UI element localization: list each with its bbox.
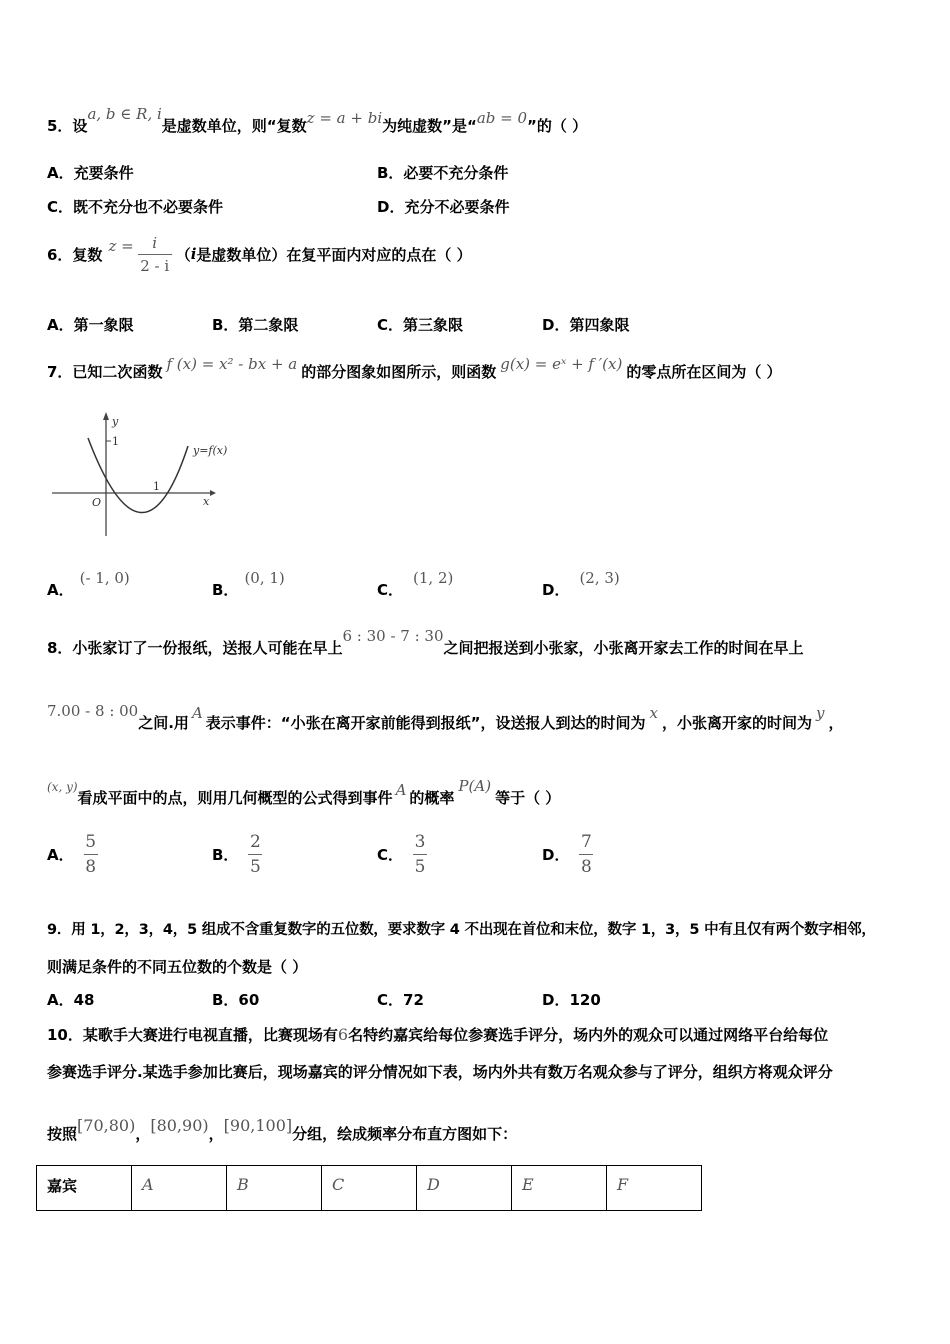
q7-option-label: A． [47, 581, 74, 599]
frac-bar [84, 854, 98, 855]
q7-number: 7．已知二次函数 [47, 363, 163, 381]
q6-frac-num: i [152, 233, 158, 252]
frac-den: 8 [85, 857, 97, 877]
q9-line-2: 则满足条件的不同五位数的个数是（ ） [47, 958, 308, 976]
q10-text-1: 10．某歌手大赛进行电视直播，比赛现场有 [47, 1026, 338, 1044]
q10-text-4: 分组，绘成频率分布直方图如下： [292, 1125, 518, 1143]
y-axis-label: y [112, 415, 119, 428]
q7-math-g: g(x) = eˣ + f ′(x) [500, 355, 623, 373]
q8-number: 8．小张家订了一份报纸，送报人可能在早上 [47, 639, 343, 657]
q8-option-fraction [248, 832, 262, 877]
q9-option-d: D．120 [542, 991, 601, 1009]
q9-option-b: B．60 [212, 991, 260, 1009]
q8-text-2: 之间.用 [138, 714, 189, 732]
q7-option-value: (2, 3) [579, 569, 620, 587]
q8-var-y: y [816, 704, 825, 722]
frac-bar [248, 854, 262, 855]
q5-option-d: D．充分不必要条件 [377, 198, 510, 216]
q5-math-z: z = a + bi [306, 109, 383, 127]
q10-line-3 [47, 1116, 518, 1144]
q10-interval-2: [80,90) [150, 1116, 209, 1135]
q7-option-label: D． [542, 581, 570, 599]
q9-line-1: 9．用 1，2，3，4，5 组成不含重复数字的五位数，要求数字 4 不出现在首位和末位，数字 1，3，5 中有且仅有两个数字相邻， [47, 922, 876, 938]
q8-line-3 [47, 777, 561, 808]
q7-option-value: (0, 1) [244, 569, 285, 587]
q8-text-4: ，小张离开家的时间为 [661, 714, 812, 732]
q8-text-3: 表示事件：“小张在离开家前能得到报纸”，设送报人到达的时间为 [205, 714, 646, 732]
q5-text-1: 是虚数单位，则“复数 [161, 117, 307, 135]
q8-line-1 [47, 627, 804, 658]
q8-text-8: 等于（ ） [495, 789, 561, 807]
q5-text-3: ”的（ ） [527, 117, 588, 135]
q7-option-label: C． [377, 581, 404, 599]
table-cell: A [132, 1166, 227, 1211]
q7-line [47, 355, 782, 382]
q9-option-a: A．48 [47, 991, 95, 1009]
x-tick-label: 1 [153, 480, 160, 493]
q8-option-c [377, 832, 427, 877]
q6-text-2: 是虚数单位）在复平面内对应的点在（ ） [196, 245, 472, 264]
q8-math-time-2: 7.00 - 8 : 00 [47, 702, 139, 720]
q5-number: 5．设 [47, 117, 88, 135]
q5-text-2: 为纯虚数”是“ [382, 117, 477, 135]
q8-math-xy: (x, y) [47, 780, 78, 794]
q7-option-a [47, 569, 130, 600]
table-cell: F [607, 1166, 702, 1211]
frac-num: 7 [581, 832, 592, 852]
q8-option-fraction [579, 832, 593, 877]
table-header-cell: 嘉宾 [37, 1166, 132, 1211]
q8-option-label: A． [47, 846, 74, 864]
q10-interval-1: [70,80) [77, 1116, 136, 1135]
q10-comma: ， [208, 1125, 224, 1143]
frac-num: 5 [85, 832, 97, 852]
q6-line [47, 229, 472, 279]
q6-frac-bar [138, 254, 172, 255]
q7-option-b [212, 569, 285, 600]
q6-option-a: A．第一象限 [47, 316, 134, 334]
q8-option-b [212, 832, 262, 877]
q6-option-b: B．第二象限 [212, 316, 299, 334]
q5-math-ab0: ab = 0 [476, 109, 528, 127]
q5-math-ab: a, b ∈ R, i [87, 105, 162, 123]
q6-text-1: （ [175, 245, 191, 264]
q6-number: 6．复数 [47, 245, 103, 264]
q7-math-f: f (x) = x² - bx + a [166, 355, 298, 373]
q10-line-1 [47, 1024, 828, 1045]
judges-table [36, 1165, 702, 1211]
q6-math-z: z = [108, 237, 134, 255]
q10-number-six: 6 [337, 1025, 349, 1044]
q6-fraction [138, 234, 172, 275]
y-axis-arrow [103, 412, 109, 420]
table-row [37, 1166, 702, 1211]
q7-option-value: (1, 2) [413, 569, 454, 587]
table-cell: D [417, 1166, 512, 1211]
q5-option-a: A．充要条件 [47, 164, 134, 182]
q8-option-a [47, 832, 98, 877]
table-cell: E [512, 1166, 607, 1211]
q8-math-pa: P(A) [458, 777, 492, 795]
frac-den: 5 [250, 857, 261, 877]
q8-option-fraction [413, 832, 427, 877]
q8-line-2 [47, 702, 844, 733]
q8-option-label: B． [212, 846, 239, 864]
q7-text-1: 的部分图象如图所示，则函数 [301, 363, 497, 381]
y-tick-label: 1 [112, 435, 119, 448]
q10-text-2: 名特约嘉宾给每位参赛选手评分，场内外的观众可以通过网络平台给每位 [348, 1026, 829, 1044]
q7-text-2: 的零点所在区间为（ ） [626, 363, 782, 381]
frac-num: 3 [414, 832, 426, 852]
q8-option-fraction [84, 832, 98, 877]
q6-option-d: D．第四象限 [542, 316, 630, 334]
x-axis-arrow [210, 490, 216, 496]
origin-label: O [92, 496, 102, 509]
q8-text-1: 之间把报送到小张家，小张离开家去工作的时间在早上 [443, 639, 804, 657]
q6-frac-den: 2 - i [140, 256, 170, 275]
table-cell: B [227, 1166, 322, 1211]
q7-option-label: B． [212, 581, 239, 599]
frac-num: 2 [250, 832, 261, 852]
q8-text-5: ， [828, 714, 844, 732]
q7-option-value: (- 1, 0) [79, 569, 130, 587]
frac-den: 8 [581, 857, 592, 877]
q10-comma: ， [135, 1125, 151, 1143]
q9-option-c: C．72 [377, 991, 424, 1009]
q8-event-a: A [191, 704, 203, 722]
q6-option-c: C．第三象限 [377, 316, 464, 334]
q10-interval-3: [90,100] [223, 1116, 293, 1135]
q8-option-d [542, 832, 593, 877]
q5-option-b: B．必要不充分条件 [377, 164, 509, 182]
q7-graph [48, 408, 228, 543]
q8-option-label: D． [542, 846, 570, 864]
function-label: y=f(x) [193, 444, 228, 457]
q7-option-d [542, 569, 620, 600]
x-axis-label: x [203, 495, 210, 508]
frac-bar [579, 854, 593, 855]
q8-event-a: A [395, 781, 407, 799]
parabola-curve [88, 438, 188, 513]
q7-option-c [377, 569, 454, 600]
q10-text-3: 按照 [47, 1125, 78, 1143]
frac-den: 5 [414, 857, 426, 877]
q8-math-time-1: 6 : 30 - 7 : 30 [342, 627, 444, 645]
q8-text-7: 的概率 [409, 789, 455, 807]
q8-text-6: 看成平面中的点，则用几何概型的公式得到事件 [77, 789, 393, 807]
q10-line-2: 参赛选手评分.某选手参加比赛后，现场嘉宾的评分情况如下表，场内外共有数万名观众参与了评分，组织方将观众评分 [47, 1063, 833, 1081]
q5-option-c: C．既不充分也不必要条件 [47, 198, 224, 216]
q5-line [47, 105, 588, 136]
frac-bar [413, 854, 427, 855]
q6-i-var: i [190, 245, 197, 263]
q8-option-label: C． [377, 846, 404, 864]
table-cell: C [322, 1166, 417, 1211]
q8-var-x: x [649, 704, 658, 722]
